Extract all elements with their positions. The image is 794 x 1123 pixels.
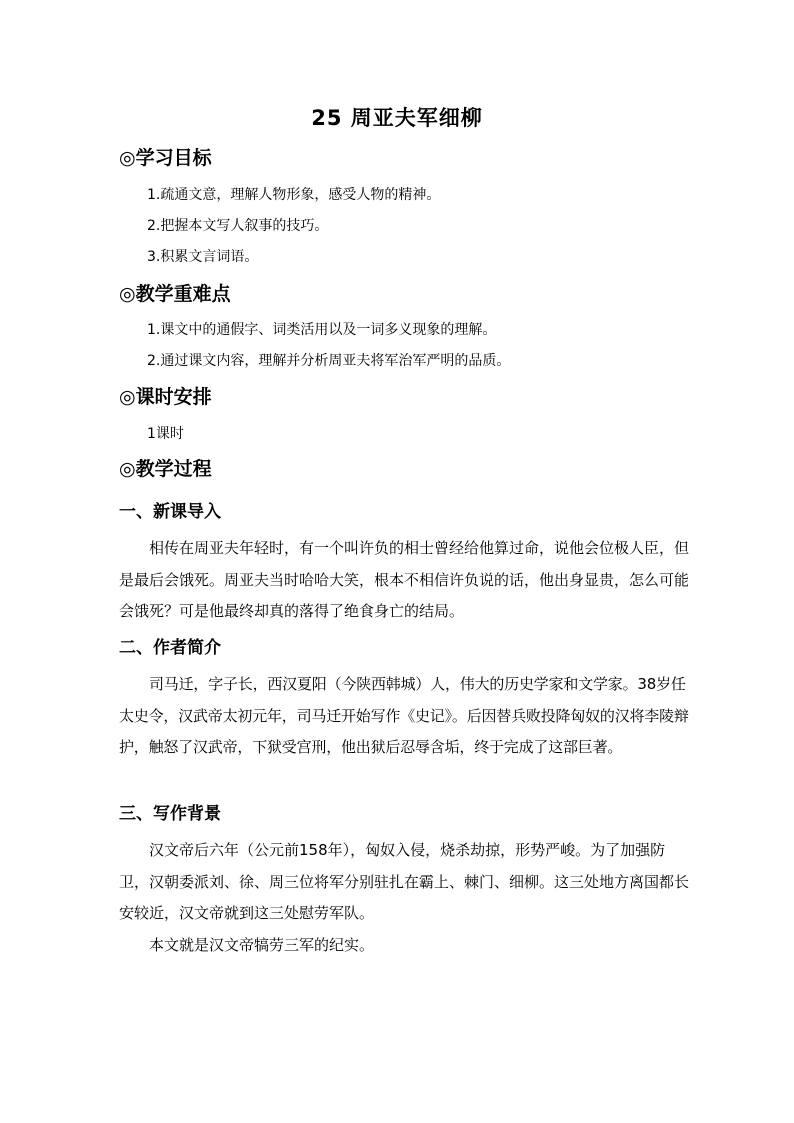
subsection-heading-background: 三、写作背景 <box>119 804 221 824</box>
keypoint-item: 1.课文中的通假字、词类活用以及一词多义现象的理解。 <box>147 322 497 338</box>
subsection-heading-author: 二、作者简介 <box>119 638 221 658</box>
schedule-text: 1课时 <box>147 426 184 442</box>
objective-item: 2.把握本文写人叙事的技巧。 <box>147 218 329 234</box>
keypoint-item: 2.通过课文内容，理解并分析周亚夫将军治军严明的品质。 <box>147 353 511 369</box>
paragraph-background: 汉文帝后六年（公元前158年），匈奴入侵，烧杀劫掠，形势严峻。为了加强防卫，汉朝委派刘、徐、周三位将军分别驻扎在霸上、棘门、细柳。这三处地方离国都长安较近，汉文帝就到这三处慰劳军队。 <box>119 841 690 922</box>
subsection-heading-intro: 一、新课导入 <box>119 502 221 522</box>
paragraph-summary: 本文就是汉文帝犒劳三军的纪实。 <box>149 936 375 954</box>
paragraph-author: 司马迁，字子长，西汉夏阳（今陕西韩城）人，伟大的历史学家和文学家。38岁任太史令，汉武帝太初元年，司马迁开始写作《史记》。后因替兵败投降匈奴的汉将李陵辩护，触怒了汉武帝，下狱受宫刑，他出狱后忍辱含垢，终于完成了这部巨著。 <box>119 675 689 756</box>
section-heading-objectives: ◎学习目标 <box>119 147 212 169</box>
objective-item: 3.积累文言词语。 <box>147 249 259 265</box>
section-heading-process: ◎教学过程 <box>119 458 212 480</box>
objective-item: 1.疏通文意，理解人物形象，感受人物的精神。 <box>147 187 441 203</box>
paragraph-intro: 相传在周亚夫年轻时，有一个叫许负的相士曾经给他算过命，说他会位极人臣，但是最后会饿死。周亚夫当时哈哈大笑，根本不相信许负说的话，他出身显贵，怎么可能会饿死？可是他最终却真的落得了绝食身亡的结局。 <box>119 539 690 620</box>
section-heading-schedule: ◎课时安排 <box>119 386 212 408</box>
section-heading-keypoints: ◎教学重难点 <box>119 283 231 305</box>
page-title: 25 周亚夫军细柳 <box>311 106 483 130</box>
